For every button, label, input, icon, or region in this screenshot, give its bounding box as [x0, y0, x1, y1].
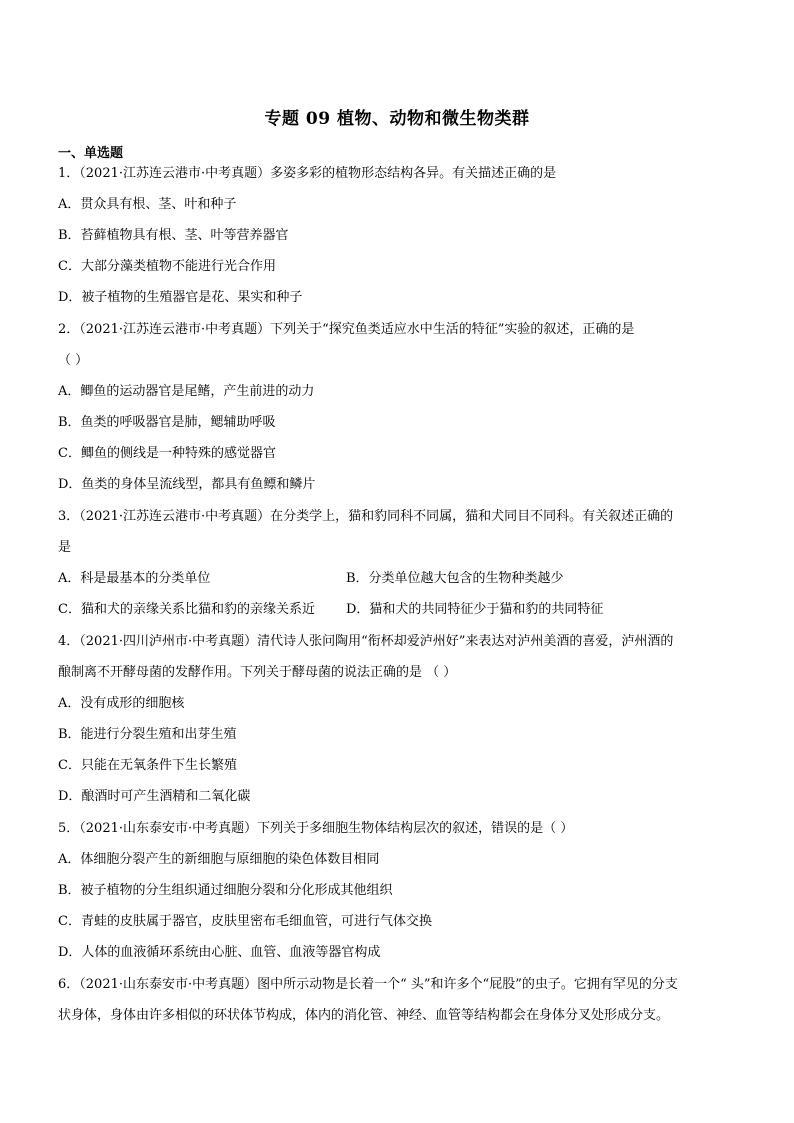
question-6-stem-continued: 状身体，身体由许多相似的环状体节构成，体内的消化管、神经、血管等结构都会在身体分叉处形成分支。	[58, 1008, 670, 1023]
question-1-option-a: A．贯众具有根、茎、叶和种子	[58, 197, 237, 212]
question-3-option-c: C．猫和犬的亲缘关系比猫和豹的亲缘关系近	[58, 602, 315, 617]
question-3-stem: 3．（2021·江苏连云港市·中考真题）在分类学上，猫和豹同科不同属，猫和犬同目不同科。有关叙述正确的	[58, 509, 674, 524]
section-heading: 一、单选题	[58, 146, 124, 161]
question-5-option-d: D．人体的血液循环系统由心脏、血管、血液等器官构成	[58, 945, 381, 960]
question-2-option-d: D．鱼类的身体呈流线型，都具有鱼鳔和鳞片	[58, 477, 316, 492]
question-5-option-b: B．被子植物的分生组织通过细胞分裂和分化形成其他组织	[58, 883, 393, 898]
question-1-stem: 1．（2021·江苏连云港市·中考真题）多姿多彩的植物形态结构各异。有关描述正确的是	[58, 166, 557, 181]
question-3-option-b: B．分类单位越大包含的生物种类越少	[346, 571, 564, 586]
question-5-option-c: C．青蛙的皮肤属于器官，皮肤里密布毛细血管，可进行气体交换	[58, 914, 432, 929]
question-4-option-d: D．酿酒时可产生酒精和二氧化碳	[58, 789, 251, 804]
question-1-option-b: B．苔藓植物具有根、茎、叶等营养器官	[58, 228, 289, 243]
question-5-stem: 5．（2021·山东泰安市·中考真题）下列关于多细胞生物体结构层次的叙述，错误的是（ ）	[58, 821, 574, 836]
question-4-option-a: A．没有成形的细胞核	[58, 696, 185, 711]
question-2-option-a: A．鲫鱼的运动器官是尾鳍，产生前进的动力	[58, 384, 315, 399]
question-6-stem: 6．（2021·山东泰安市·中考真题）图中所示动物是长着一个“ 头”和许多个“屁股”的虫子。它拥有罕见的分支	[58, 977, 678, 992]
page-title: 专题 09 植物、动物和微生物类群	[264, 109, 530, 129]
question-3-stem-continued: 是	[58, 540, 72, 555]
question-3-option-a: A．科是最基本的分类单位	[58, 571, 211, 586]
question-4-option-c: C．只能在无氧条件下生长繁殖	[58, 758, 237, 773]
question-2-answer-paren: （ ）	[58, 353, 89, 368]
question-4-stem-continued: 酿制离不开酵母菌的发酵作用。下列关于酵母菌的说法正确的是 （ ）	[58, 665, 457, 680]
question-4-option-b: B．能进行分裂生殖和出芽生殖	[58, 727, 237, 742]
question-4-stem: 4．（2021·四川泸州市·中考真题）清代诗人张问陶用“衔杯却爱泸州好”来表达对泸州美酒的喜爱，泸州酒的	[58, 634, 674, 649]
question-5-option-a: A．体细胞分裂产生的新细胞与原细胞的染色体数目相同	[58, 852, 380, 867]
question-3-option-d: D．猫和犬的共同特征少于猫和豹的共同特征	[346, 602, 604, 617]
question-2-stem: 2．（2021·江苏连云港市·中考真题）下列关于“探究鱼类适应水中生活的特征”实验的叙述，正确的是	[58, 322, 635, 337]
question-1-option-c: C．大部分藻类植物不能进行光合作用	[58, 259, 276, 274]
question-2-option-b: B．鱼类的呼吸器官是肺，鳃辅助呼吸	[58, 415, 276, 430]
question-1-option-d: D．被子植物的生殖器官是花、果实和种子	[58, 290, 303, 305]
question-2-option-c: C．鲫鱼的侧线是一种特殊的感觉器官	[58, 446, 276, 461]
